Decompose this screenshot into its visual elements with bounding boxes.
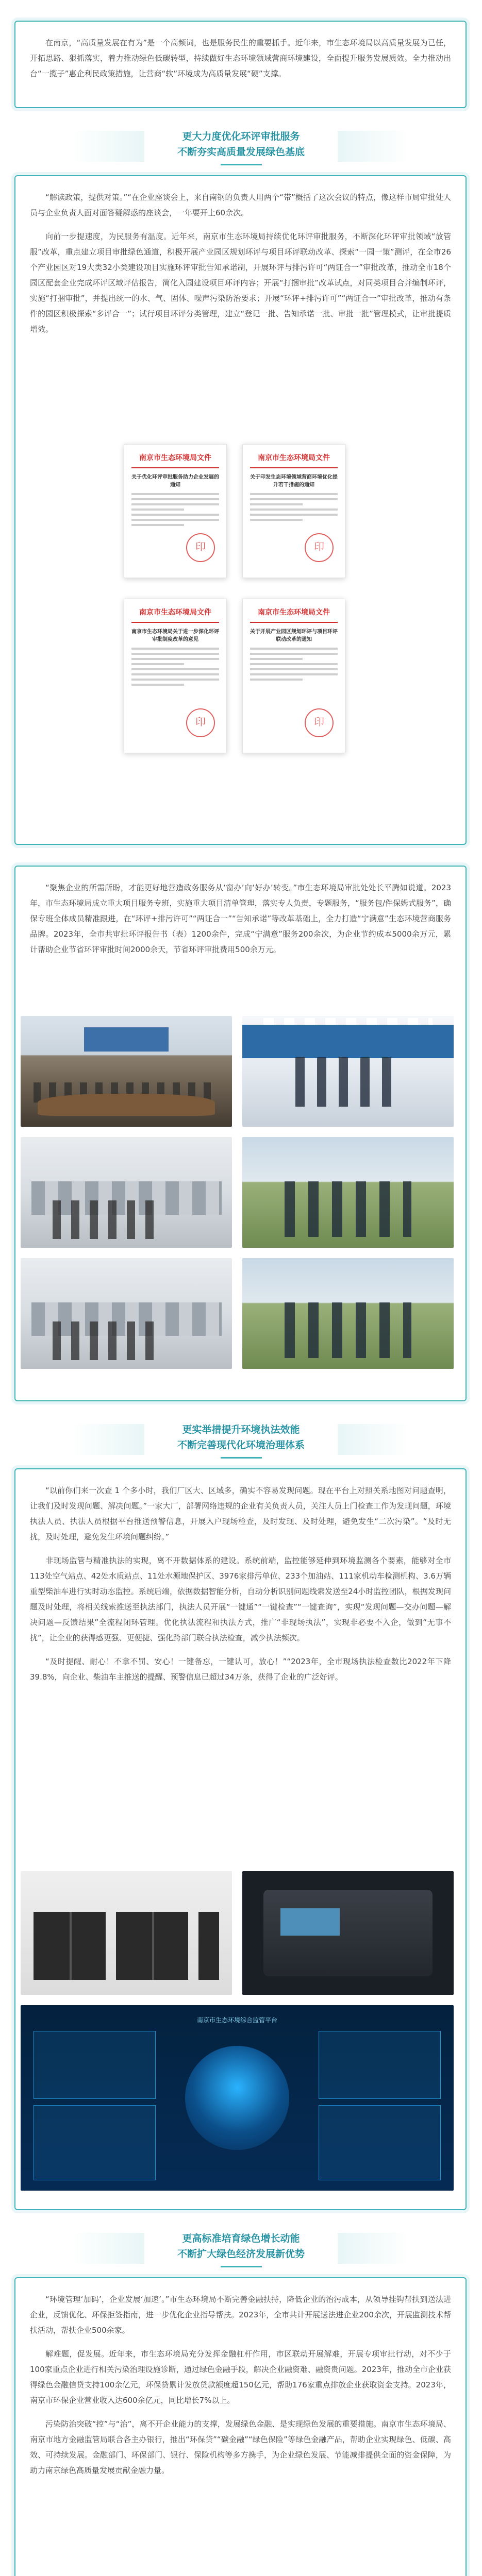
heading-underline <box>221 2266 262 2267</box>
service-para-1: “聚焦企业的所需所盼，才能更好地营造政务服务从‘窗办’向‘好办’转变。”市生态环境局审批处处长平腾如说道。2023年，市生态环境局成立重大项目服务专班，实施重大项目清单管理，落实专人负责，专题服务，“服务包/件保姆式服务”，确保专班全体成员精准跟进，在“环评+排污许可”“两证合一”“告知承诺”等改革基础上，全力打造“宁满意”生态环境营商服务品牌。2023年，全市共审批环评报告书（表）1200余件，完成“宁满意”服务200余次，为企业节约成本5000余万元，累计帮助企业节省环评审批时间2000余天，节省环评审批费用500余万元。 <box>30 883 451 954</box>
section-3-para-1: “环境管理‘加码’，企业发展‘加速’。”市生态环境局不断完善金融扶持，降低企业的治污成本，从领导挂钩帮扶到送法进企业，反馈优化、环保拒签指南，进一步优化企业指导帮扶。2023年，全市共计开展送法进企业200余次，开展监测技术帮扶活动，帮扶企业500余家。 <box>30 2295 451 2335</box>
section-1-para-1: “解读政策，提供对策。”“在企业座谈会上，来自南钢的负责人用两个“带”概括了这次会议的特点，像这样市局审批处人员与企业负责人面对面答疑解惑的座谈会，一年要开上60余次。 <box>30 193 451 217</box>
heading-decoration <box>72 1424 144 1455</box>
section-1-card <box>14 175 467 845</box>
photo-field-inspection <box>242 1137 454 1248</box>
document-rule <box>131 467 219 468</box>
document-title: 南京市生态环境局关于进一步深化环评审批制度改革的意见 <box>131 629 219 642</box>
document-rule <box>131 622 219 623</box>
document-header: 南京市生态环境局文件 <box>258 454 330 462</box>
photo-monitoring-device <box>242 1871 454 1995</box>
section-2-subtitle: 不断完善现代化环境治理体系 <box>177 1439 305 1451</box>
section-3-title: 更高标准培育绿色增长动能 <box>182 2233 300 2244</box>
document-rule <box>250 622 338 623</box>
heading-decoration <box>72 131 144 162</box>
section-1-title: 更大力度优化环评审批服务 <box>182 131 300 142</box>
heading-underline <box>221 1457 262 1459</box>
seal-stamp: 印 <box>305 708 334 737</box>
document-image-3 <box>124 599 227 753</box>
section-1-subtitle: 不断夯实高质量发展绿色基底 <box>177 146 305 158</box>
section-1-para-2: 向前一步提速度，为民服务有温度。近年来，南京市生态环境局持续优化环评审批服务，不断深化环评审批领域“放管服”改革，重点建立项目审批绿色通道，积极开展产业园区规划环评与项目环评联动改革、探索“一园一策”测评，在全市26个产业园区对19大类32小类建设项目实施环评审批告知承诺制，开展环评与排污许可“两证合一”审批改革，推动全市18个园区配套企业完成环评区域评估报告，简化入园建设项目环评内容；开展“打捆审批”改革试点，对同类项目合并编制环评，实施“打捆审批”，并提出统一的水、气、固体、噪声污染防治要求；开展“环评+排污许可”“两证合一”审批改革，推动有条件的园区积极探索“多评合一”；试行项目环评分类管理，建立“登记一批、告知承诺一批、审批一批”管理模式，让审批提质增效。 <box>30 232 451 334</box>
seal-stamp: 印 <box>305 533 334 562</box>
section-3-heading <box>0 2231 482 2267</box>
photo-site-visit <box>21 1258 232 1369</box>
section-3-para-2: 解难题，促发展。近年来，市生态环境局充分发挥金融杠杆作用，市区联动开展解难，开展专项审批行动，对不少于100家重点企业进行相关污染治理设施诊断，通过绿色金融手段，解决企业融资难、融资贵问题。2023年，推动全市企业获得绿色金融信贷支持100余亿元，环保贷累计发放贷款额度超150亿元，帮助176家重点排放企业获取资金支持。2023年，南京市环保企业营业收入达600余亿元，同比增长7%以上。 <box>30 2349 451 2405</box>
photo-group-visit <box>242 1258 454 1369</box>
seal-stamp: 印 <box>186 708 215 737</box>
document-header: 南京市生态环境局文件 <box>258 608 330 617</box>
service-card <box>14 866 467 1401</box>
heading-underline <box>221 164 262 165</box>
document-image-1 <box>124 444 227 578</box>
document-rule <box>250 467 338 468</box>
section-3-card <box>14 2277 467 2576</box>
section-2-para-2: 非现场监管与精准执法的实现，离不开数据体系的建设。系统前端，监控能够延伸到环境监测各个要素，能够对全市113处空气站点、42处水质站点、11处水源地保护区、3976家排污单位、233个加油站、111家机动车检测机构、3.6万辆重型柴油车进行实时动态监控。系统后端，依据数据智能分析，自动分析识别问题线索发送至24小时监控团队，根据发现问题及时处理，将相关线索推送至执法部门，执法人员开展“一键通”“一键检查”“一键查询”，实现“发现问题—交办问题—解决问题—反馈结果”全流程闭环管理。优化执法流程和执法方式，推广“非现场执法”，实现非必要不入企，做到“无事不扰”，让企业的获得感更强、更便捷、强化跨部门联合执法检查，减少执法频次。 <box>30 1556 451 1642</box>
section-2-para-3: “及时提醒、耐心！不拿不罚、安心！一键备忘，一键认可，放心！”“2023年，全市现场执法检查数比2022年下降39.8%，向企业、柴油车主推送的提醒、预警信息已超过34万条，获得了企业的广泛好评。 <box>30 1657 451 1682</box>
section-3-subtitle: 不断扩大绿色经济发展新优势 <box>177 2248 305 2260</box>
section-2-heading <box>0 1422 482 1459</box>
section-1-heading <box>0 129 482 165</box>
document-image-2 <box>242 444 345 578</box>
photo-exhibition-hall <box>242 1016 454 1127</box>
heading-decoration <box>338 131 410 162</box>
intro-card <box>14 21 467 108</box>
section-2-card <box>14 1468 467 2210</box>
heading-decoration <box>72 2233 144 2264</box>
section-2-title: 更实举措提升环境执法效能 <box>182 1424 300 1435</box>
dashboard-title: 南京市生态环境综合监管平台 <box>196 2016 277 2024</box>
photo-monitoring-equipment <box>21 1871 232 1995</box>
section-3-para-3: 污染防治突破“控”与“治”，离不开企业能力的支撑，发展绿色金融、是实现绿色发展的重要措施。南京市生态环境局、南京市地方金融监管局联合各主办银行，推出“环保贷”“碳金融”“绿色保险”等绿色金融产品，帮助企业实现绿色、低碳、高效、可持续发展。金融部门、环保部门、银行、保险机构等多方携手，为企业绿色发展、节能减排提供全面的资金保障，为助力南京绿色高质量发展贡献金融力量。 <box>30 2419 451 2475</box>
document-header: 南京市生态环境局文件 <box>139 608 211 617</box>
document-image-4 <box>242 599 345 753</box>
document-title: 关于开展产业园区规划环评与项目环评联动改革的通知 <box>250 629 338 642</box>
heading-decoration <box>338 1424 410 1455</box>
section-2-para-1: “以前你们来一次查 1 个多小时，我们厂区大、区域多，确实不容易发现问题。现在平台上对照关系地图对问题查明，让我们及时发现问题、解决问题。”一家大厂，部署网络违规的企业有关负责人员，关注人员上门检查工作为发现问题，环境执法人员、执法人员根据平台推送预警信息，开展入户现场检查，及时发现、及时处理，避免发生“二次污染”。“及时无扰，及时处理，避免发生环境问题纠纷。” <box>30 1486 451 1541</box>
document-title: 关于优化环评审批服务助力企业发展的通知 <box>131 474 219 488</box>
photo-monitoring-dashboard <box>21 2005 454 2191</box>
intro-text: 在南京，“高质量发展在有为”是一个高频词，也是服务民生的重要抓手。近年来，市生态环境局以高质量发展为已任，开拓思路、狠抓落实，着力推动绿色低碳转型，持续做好生态环境领域营商环境建设，全面提升服务发展质效。全力推动出台“一揽子”惠企利民政策措施，让营商“软”环境成为高质量发展“硬”支撑。 <box>30 38 451 78</box>
document-title: 关于印发生态环境领域营商环境优化提升若干措施的通知 <box>250 474 338 488</box>
document-header: 南京市生态环境局文件 <box>139 454 211 462</box>
heading-decoration <box>338 2233 410 2264</box>
photo-laboratory-visit <box>21 1137 232 1248</box>
photo-meeting-room <box>21 1016 232 1127</box>
seal-stamp: 印 <box>186 533 215 562</box>
